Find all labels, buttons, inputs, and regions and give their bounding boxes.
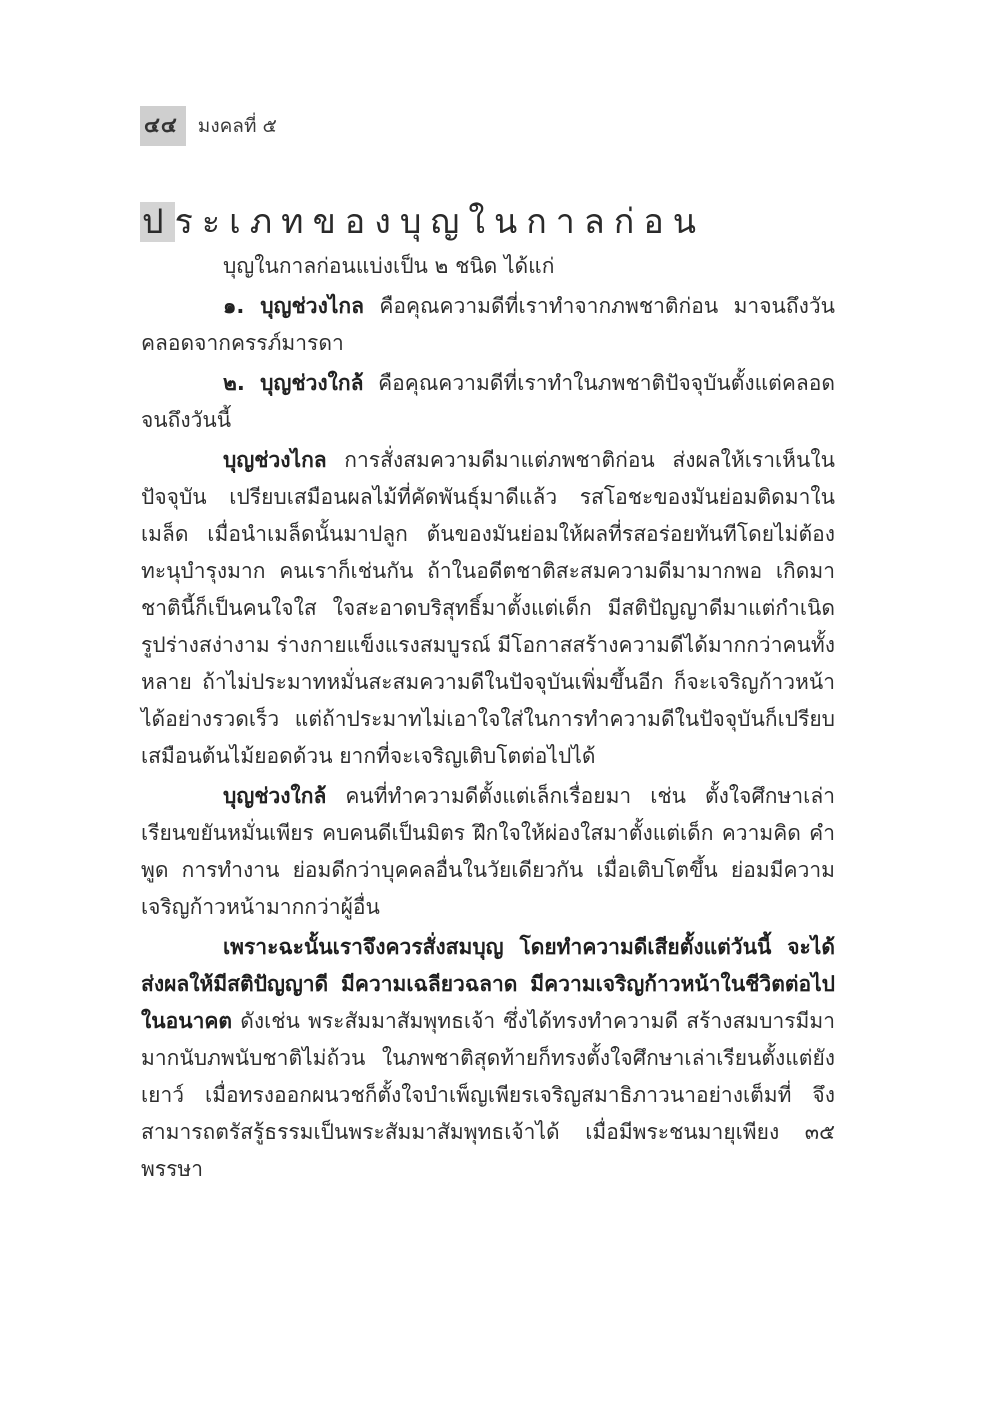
intro-text: บุญในกาลก่อนแบ่งเป็น ๒ ชนิด ได้แก่ [223, 254, 555, 278]
conclusion-text: ดังเช่น พระสัมมาสัมพุทธเจ้า ซึ่งได้ทรงทำความดี สร้างสมบารมีมามากนับภพนับชาติไม่ถ้วน ในภพชาติสุดท้ายก็ทรงตั้งใจศึกษาเล่าเรียนตั้งแต่ยังเยาว์ เมื่อทรงออกผนวชก็ตั้งใจบำเพ็ญเพียรเจริญสมาธิภาวนาอย่างเต็มที่ จึงสามารถตรัสรู้ธรรมเป็นพระสัมมาสัมพุทธเจ้าได้ เมื่อมีพระชนมายุเพียง ๓๕ พรรษา [141, 1009, 835, 1181]
chapter-label: มงคลที่ ๕ [197, 115, 277, 137]
page-header [140, 106, 277, 146]
conclusion-emphasis: เพราะฉะนั้นเราจึงควรสั่งสมบุญ โดยทำความดีเสียตั้งแต่วันนี้ จะได้ส่งผลให้มีสติปัญญาดี มีความเฉลียวฉลาด มีความเจริญก้าวหน้าในชีวิตต่อไปในอนาคต [141, 935, 835, 1033]
section-title-first-letter: ป [142, 202, 173, 242]
near-merit-text: คนที่ทำความดีตั้งแต่เล็กเรื่อยมา เช่น ตั้งใจศึกษาเล่าเรียนขยันหมั่นเพียร คบคนดีเป็นมิตร ฝึกใจให้ผ่องใสมาตั้งแต่เด็ก ความคิด คำพูด การทำงาน ย่อมดีกว่าบุคคลอื่นในวัยเดียวกัน เมื่อเติบโตขึ้น ย่อมมีความเจริญก้าวหน้ามากกว่าผู้อื่น [141, 784, 835, 919]
item-far-merit-term: ๑. บุญช่วงไกล [223, 294, 364, 318]
body-text [141, 248, 835, 1191]
item-far-merit-text: คือคุณความดีที่เราทำจากภพชาติก่อน มาจนถึงวันคลอดจากครรภ์มารดา [141, 294, 835, 355]
section-title-rest: ระเภทของบุญในกาลก่อน [174, 202, 705, 242]
far-merit-text: การสั่งสมความดีมาแต่ภพชาติก่อน ส่งผลให้เราเห็นในปัจจุบัน เปรียบเสมือนผลไม้ที่คัดพันธุ์มาดีแล้ว รสโอชะของมันย่อมติดมาในเมล็ด เมื่อนำเมล็ดนั้นมาปลูก ต้นของมันย่อมให้ผลที่รสอร่อยทันทีโดยไม่ต้องทะนุบำรุงมาก คนเราก็เช่นกัน ถ้าในอดีตชาติสะสมความดีมามากพอ เกิดมาชาตินี้ก็เป็นคนใจใส ใจสะอาดบริสุทธิ์มาตั้งแต่เด็ก มีสติปัญญาดีมาแต่กำเนิด รูปร่างสง่างาม ร่างกายแข็งแรงสมบูรณ์ มีโอกาสสร้างความดีได้มากกว่าคนทั้งหลาย ถ้าไม่ประมาทหมั่นสะสมความดีในปัจจุบันเพิ่มขึ้นอีก ก็จะเจริญก้าวหน้าได้อย่างรวดเร็ว แต่ถ้าประมาทไม่เอาใจใส่ในการทำความดีในปัจจุบันก็เปรียบเสมือนต้นไม้ยอดด้วน ยากที่จะเจริญเติบโตต่อไปได้ [141, 448, 835, 768]
item-near-merit-term: ๒. บุญช่วงใกล้ [223, 371, 364, 395]
near-merit-paragraph [141, 778, 835, 926]
item-near-merit-text: คือคุณความดีที่เราทำในภพชาติปัจจุบันตั้งแต่คลอดจนถึงวันนี้ [141, 371, 835, 432]
conclusion-paragraph [141, 929, 835, 1188]
page-number: ๔๔ [140, 106, 186, 146]
item-far-merit [141, 288, 835, 362]
far-merit-paragraph [141, 442, 835, 775]
item-near-merit [141, 365, 835, 439]
far-merit-term: บุญช่วงไกล [223, 448, 327, 472]
section-title [140, 194, 705, 248]
near-merit-term: บุญช่วงใกล้ [223, 784, 327, 808]
intro-paragraph [141, 248, 835, 285]
